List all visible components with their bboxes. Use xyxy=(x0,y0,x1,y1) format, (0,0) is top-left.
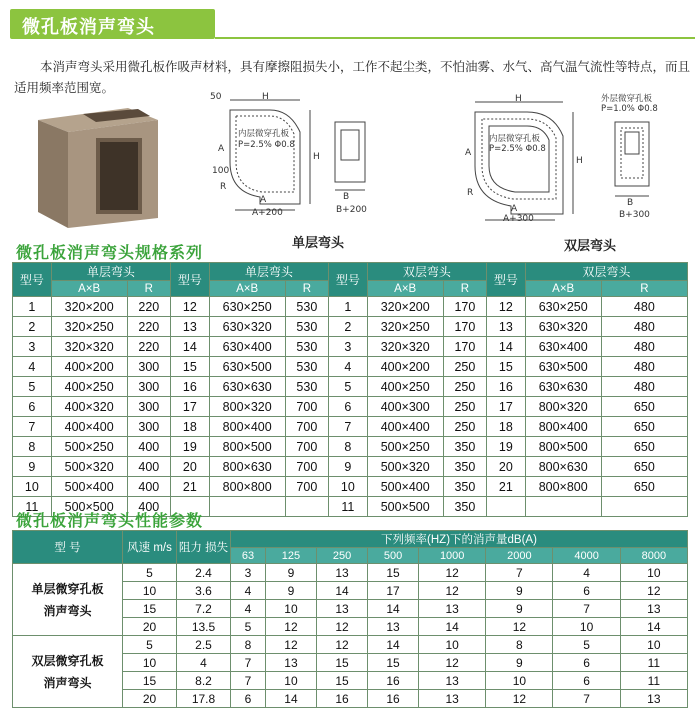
spec-cell: 1 xyxy=(329,297,368,317)
spec-cell: 6 xyxy=(329,397,368,417)
perf-cell: 15 xyxy=(316,672,367,690)
spec-cell: 320×200 xyxy=(367,297,443,317)
dim-50: 50 xyxy=(210,92,222,102)
perf-cell: 12 xyxy=(620,582,687,600)
perf-cell: 15 xyxy=(316,654,367,672)
perf-cell: 16 xyxy=(368,672,419,690)
perf-cell: 14 xyxy=(316,582,367,600)
spec-cell: 400×250 xyxy=(367,377,443,397)
perf-cell: 2.4 xyxy=(177,564,231,582)
spec-cell: 9 xyxy=(329,457,368,477)
spec-cell: 650 xyxy=(601,477,687,497)
spec-cell: 7 xyxy=(329,417,368,437)
spec-section-title: 微孔板消声弯头规格系列 xyxy=(16,243,204,262)
perf-cell: 4 xyxy=(231,582,266,600)
dim-b-single: B xyxy=(343,192,350,202)
spec-cell: 4 xyxy=(329,357,368,377)
spec-cell: 400×320 xyxy=(51,397,127,417)
perf-cell: 7 xyxy=(553,690,620,708)
spec-cell: 6 xyxy=(13,397,52,417)
perf-table xyxy=(12,530,688,708)
perf-cell: 12 xyxy=(419,564,486,582)
group-name-line1: 双层微穿孔板 xyxy=(31,653,104,668)
perf-cell: 6 xyxy=(553,582,620,600)
spec-cell: 800×630 xyxy=(525,457,601,477)
spec-cell: 18 xyxy=(171,417,210,437)
dim-h-top: H xyxy=(262,92,269,102)
spec-cell: 700 xyxy=(285,397,328,417)
spec-cell: 630×320 xyxy=(525,317,601,337)
double-elbow-diagram xyxy=(455,92,685,222)
spec-cell: 5 xyxy=(13,377,52,397)
spec-cell: 4 xyxy=(13,357,52,377)
spec-cell: 400×400 xyxy=(51,417,127,437)
freq-header: 8000 xyxy=(620,548,687,564)
spec-cell: 350 xyxy=(443,457,486,477)
perf-cell: 12 xyxy=(316,618,367,636)
spec-cell: 480 xyxy=(601,297,687,317)
group-name-line1: 单层微穿孔板 xyxy=(31,581,104,596)
spec-cell: 700 xyxy=(285,477,328,497)
spec-cell: 170 xyxy=(443,337,486,357)
perf-cell: 12 xyxy=(486,690,553,708)
col-r: R xyxy=(443,281,486,297)
perf-cell: 16 xyxy=(316,690,367,708)
spec-cell: 400×250 xyxy=(51,377,127,397)
col-axb: A×B xyxy=(209,281,285,297)
freq-header: 500 xyxy=(368,548,419,564)
spec-cell: 800×320 xyxy=(209,397,285,417)
spec-cell: 630×400 xyxy=(209,337,285,357)
spec-cell: 800×400 xyxy=(209,417,285,437)
col-model: 型号 xyxy=(329,263,368,297)
spec-cell: 220 xyxy=(127,337,170,357)
spec-cell: 480 xyxy=(601,317,687,337)
spec-cell: 20 xyxy=(487,457,526,477)
col-single: 单层弯头 xyxy=(209,263,328,281)
perf-cell: 10 xyxy=(265,600,316,618)
intro-text: 本消声弯头采用微孔板作吸声材料，具有摩擦阻损失小，工作不起尘类，不怕油雾、水气、高气温气流性等特点，而且适用频率范围宽。 xyxy=(14,59,691,95)
spec-cell: 11 xyxy=(13,497,52,517)
spec-cell xyxy=(487,497,526,517)
spec-cell: 300 xyxy=(127,357,170,377)
col-freq-header: 下列频率(HZ)下的消声量dB(A) xyxy=(231,531,688,548)
spec-cell: 530 xyxy=(285,297,328,317)
perf-cell: 14 xyxy=(265,690,316,708)
spec-cell: 800×500 xyxy=(525,437,601,457)
spec-cell: 12 xyxy=(171,297,210,317)
spec-cell: 5 xyxy=(329,377,368,397)
table-row xyxy=(13,337,688,357)
spec-cell: 9 xyxy=(13,457,52,477)
perf-cell: 6 xyxy=(231,690,266,708)
spec-cell: 500×500 xyxy=(51,497,127,517)
spec-cell: 630×250 xyxy=(525,297,601,317)
spec-cell: 15 xyxy=(487,357,526,377)
spec-cell: 650 xyxy=(601,457,687,477)
perf-cell: 10 xyxy=(620,636,687,654)
spec-cell: 300 xyxy=(127,417,170,437)
spec-cell: 500×320 xyxy=(51,457,127,477)
perf-cell: 7 xyxy=(486,564,553,582)
dim-b-double: B xyxy=(627,198,634,208)
spec-cell: 14 xyxy=(487,337,526,357)
perf-cell: 9 xyxy=(265,564,316,582)
spec-cell: 170 xyxy=(443,297,486,317)
spec-cell: 500×320 xyxy=(367,457,443,477)
perf-cell: 20 xyxy=(123,618,177,636)
dim-r-double: R xyxy=(467,188,474,198)
perf-cell: 9 xyxy=(486,654,553,672)
table-row xyxy=(13,417,688,437)
perf-cell: 15 xyxy=(368,564,419,582)
perf-cell: 10 xyxy=(123,582,177,600)
perf-cell: 13 xyxy=(265,654,316,672)
perf-cell: 12 xyxy=(265,618,316,636)
table-row xyxy=(13,477,688,497)
spec-cell: 530 xyxy=(285,377,328,397)
double-outer-param: P=1.0% Φ0.8 xyxy=(601,104,658,114)
perf-cell: 13 xyxy=(620,690,687,708)
col-r: R xyxy=(285,281,328,297)
group-name-line2: 消声弯头 xyxy=(43,675,92,690)
perf-cell: 17.8 xyxy=(177,690,231,708)
spec-cell: 220 xyxy=(127,317,170,337)
single-plate-label: 内层微穿孔板 xyxy=(238,129,290,139)
col-speed: 风速 m/s xyxy=(123,531,177,564)
spec-cell: 250 xyxy=(443,357,486,377)
spec-cell: 350 xyxy=(443,437,486,457)
freq-header: 63 xyxy=(231,548,266,564)
group-name-line2: 消声弯头 xyxy=(43,603,92,618)
perf-cell: 6 xyxy=(553,672,620,690)
spec-cell xyxy=(285,497,328,517)
spec-cell: 250 xyxy=(443,417,486,437)
table-row xyxy=(13,457,688,477)
spec-cell: 2 xyxy=(13,317,52,337)
spec-cell: 1 xyxy=(13,297,52,317)
perf-cell: 5 xyxy=(231,618,266,636)
spec-cell: 530 xyxy=(285,337,328,357)
group-name xyxy=(13,564,123,636)
perf-cell: 8 xyxy=(486,636,553,654)
perf-cell: 2.5 xyxy=(177,636,231,654)
spec-cell: 630×320 xyxy=(209,317,285,337)
spec-cell: 350 xyxy=(443,497,486,517)
caption-double: 双层弯头 xyxy=(564,239,617,254)
spec-cell: 170 xyxy=(443,317,486,337)
perf-cell: 7 xyxy=(231,654,266,672)
perf-cell: 13 xyxy=(419,690,486,708)
col-r: R xyxy=(127,281,170,297)
table-row xyxy=(13,636,688,654)
perf-cell: 13 xyxy=(620,600,687,618)
spec-cell: 400 xyxy=(127,497,170,517)
table-row xyxy=(13,317,688,337)
spec-cell: 500×400 xyxy=(51,477,127,497)
perf-cell: 13 xyxy=(316,600,367,618)
spec-cell: 320×320 xyxy=(51,337,127,357)
spec-cell: 7 xyxy=(13,417,52,437)
spec-cell: 220 xyxy=(127,297,170,317)
perf-cell: 4 xyxy=(177,654,231,672)
group-name xyxy=(13,636,123,708)
perf-cell: 13 xyxy=(316,564,367,582)
perf-cell: 3 xyxy=(231,564,266,582)
perf-cell: 9 xyxy=(265,582,316,600)
col-axb: A×B xyxy=(525,281,601,297)
perf-cell: 14 xyxy=(368,636,419,654)
perf-cell: 10 xyxy=(123,654,177,672)
single-elbow-diagram xyxy=(190,92,370,217)
spec-cell: 17 xyxy=(171,397,210,417)
double-inner-label: 内层微穿孔板 xyxy=(489,134,541,144)
spec-cell: 250 xyxy=(443,397,486,417)
perf-cell: 6 xyxy=(553,654,620,672)
spec-cell: 320×200 xyxy=(51,297,127,317)
perf-cell: 11 xyxy=(620,654,687,672)
spec-cell: 800×800 xyxy=(209,477,285,497)
spec-cell: 8 xyxy=(13,437,52,457)
spec-cell xyxy=(209,497,285,517)
perf-cell: 13 xyxy=(419,672,486,690)
table-row xyxy=(13,397,688,417)
page-title-bar xyxy=(10,9,215,39)
perf-cell: 5 xyxy=(123,564,177,582)
spec-cell: 400×300 xyxy=(367,397,443,417)
spec-cell xyxy=(601,497,687,517)
col-model: 型号 xyxy=(13,263,52,297)
perf-cell: 12 xyxy=(316,636,367,654)
dim-h-side-double: H xyxy=(576,156,583,166)
caption-single: 单层弯头 xyxy=(292,236,345,251)
perf-cell: 14 xyxy=(368,600,419,618)
dim-a-bottom: A xyxy=(260,195,267,205)
freq-header: 250 xyxy=(316,548,367,564)
perf-cell: 13 xyxy=(419,600,486,618)
freq-header: 125 xyxy=(265,548,316,564)
perf-cell: 12 xyxy=(419,582,486,600)
perf-cell: 10 xyxy=(486,672,553,690)
spec-cell: 14 xyxy=(171,337,210,357)
perf-cell: 5 xyxy=(123,636,177,654)
dim-h-side: H xyxy=(313,152,320,162)
spec-cell: 20 xyxy=(171,457,210,477)
spec-cell: 21 xyxy=(171,477,210,497)
spec-cell: 800×630 xyxy=(209,457,285,477)
perf-section-title: 微孔板消声弯头性能参数 xyxy=(16,511,204,530)
perf-cell: 9 xyxy=(486,600,553,618)
spec-cell: 15 xyxy=(171,357,210,377)
spec-cell: 13 xyxy=(487,317,526,337)
spec-cell: 630×400 xyxy=(525,337,601,357)
spec-cell: 320×320 xyxy=(367,337,443,357)
spec-cell: 500×500 xyxy=(367,497,443,517)
double-inner-param: P=2.5% Φ0.8 xyxy=(489,144,546,154)
dim-100: 100 xyxy=(212,166,230,176)
spec-cell: 16 xyxy=(487,377,526,397)
perf-cell: 15 xyxy=(368,654,419,672)
spec-cell: 11 xyxy=(329,497,368,517)
perf-cell: 10 xyxy=(620,564,687,582)
perf-cell: 16 xyxy=(368,690,419,708)
freq-header: 2000 xyxy=(486,548,553,564)
spec-cell: 19 xyxy=(171,437,210,457)
dim-b200: B+200 xyxy=(336,205,367,215)
perf-cell: 11 xyxy=(620,672,687,690)
perf-cell: 7 xyxy=(553,600,620,618)
spec-cell: 3 xyxy=(329,337,368,357)
perf-cell: 9 xyxy=(486,582,553,600)
spec-cell: 400×200 xyxy=(51,357,127,377)
perf-cell: 7.2 xyxy=(177,600,231,618)
perf-cell: 20 xyxy=(123,690,177,708)
spec-cell: 400 xyxy=(127,477,170,497)
perf-cell: 10 xyxy=(419,636,486,654)
dim-a300: A+300 xyxy=(503,214,534,224)
spec-cell: 320×250 xyxy=(367,317,443,337)
perf-cell: 7 xyxy=(231,672,266,690)
spec-cell: 700 xyxy=(285,437,328,457)
col-axb: A×B xyxy=(367,281,443,297)
perf-cell: 5 xyxy=(553,636,620,654)
table-row xyxy=(13,357,688,377)
spec-cell: 19 xyxy=(487,437,526,457)
spec-cell: 400×200 xyxy=(367,357,443,377)
perf-cell: 14 xyxy=(419,618,486,636)
spec-cell: 300 xyxy=(127,397,170,417)
spec-cell: 350 xyxy=(443,477,486,497)
spec-cell: 530 xyxy=(285,357,328,377)
perf-cell: 8.2 xyxy=(177,672,231,690)
spec-cell: 8 xyxy=(329,437,368,457)
dim-a-side: A xyxy=(218,144,225,154)
spec-cell: 650 xyxy=(601,437,687,457)
spec-cell: 500×250 xyxy=(51,437,127,457)
spec-cell: 10 xyxy=(329,477,368,497)
spec-cell: 3 xyxy=(13,337,52,357)
perf-cell: 4 xyxy=(553,564,620,582)
double-outer-label: 外层微穿孔板 xyxy=(601,94,653,104)
freq-header: 1000 xyxy=(419,548,486,564)
spec-cell: 500×250 xyxy=(367,437,443,457)
table-row xyxy=(13,377,688,397)
spec-cell: 700 xyxy=(285,457,328,477)
dim-r: R xyxy=(220,182,227,192)
perf-cell: 14 xyxy=(620,618,687,636)
spec-cell: 480 xyxy=(601,337,687,357)
spec-cell: 300 xyxy=(127,377,170,397)
spec-cell: 800×800 xyxy=(525,477,601,497)
spec-cell: 800×320 xyxy=(525,397,601,417)
dim-a-bottom-double: A xyxy=(511,204,518,214)
spec-cell: 21 xyxy=(487,477,526,497)
perf-cell: 12 xyxy=(419,654,486,672)
dim-h-top-double: H xyxy=(515,94,522,104)
spec-cell: 630×250 xyxy=(209,297,285,317)
perf-cell: 15 xyxy=(123,672,177,690)
spec-cell: 2 xyxy=(329,317,368,337)
spec-cell: 400 xyxy=(127,437,170,457)
col-model: 型号 xyxy=(487,263,526,297)
perf-cell: 3.6 xyxy=(177,582,231,600)
perf-cell: 10 xyxy=(553,618,620,636)
freq-header: 4000 xyxy=(553,548,620,564)
spec-cell: 630×500 xyxy=(209,357,285,377)
spec-cell: 400×400 xyxy=(367,417,443,437)
perf-cell: 10 xyxy=(265,672,316,690)
spec-cell: 16 xyxy=(171,377,210,397)
perf-cell: 12 xyxy=(486,618,553,636)
spec-cell: 18 xyxy=(487,417,526,437)
col-loss: 阻力 损失 xyxy=(177,531,231,564)
table-row xyxy=(13,437,688,457)
single-plate-param: P=2.5% Φ0.8 xyxy=(238,140,295,150)
dim-a-side-double: A xyxy=(465,148,472,158)
spec-cell: 400 xyxy=(127,457,170,477)
spec-cell: 650 xyxy=(601,417,687,437)
perf-cell: 13.5 xyxy=(177,618,231,636)
col-single: 单层弯头 xyxy=(51,263,170,281)
spec-cell: 630×500 xyxy=(525,357,601,377)
page-title: 微孔板消声弯头 xyxy=(22,17,155,38)
spec-cell: 10 xyxy=(13,477,52,497)
spec-cell: 480 xyxy=(601,357,687,377)
perf-cell: 4 xyxy=(231,600,266,618)
perf-cell: 12 xyxy=(265,636,316,654)
spec-cell: 650 xyxy=(601,397,687,417)
spec-cell: 630×630 xyxy=(525,377,601,397)
spec-cell: 630×630 xyxy=(209,377,285,397)
perf-cell: 17 xyxy=(368,582,419,600)
perf-cell: 13 xyxy=(368,618,419,636)
spec-table xyxy=(12,262,688,517)
col-axb: A×B xyxy=(51,281,127,297)
col-model: 型号 xyxy=(171,263,210,297)
dim-b300: B+300 xyxy=(619,210,650,220)
spec-cell: 700 xyxy=(285,417,328,437)
spec-cell: 800×400 xyxy=(525,417,601,437)
spec-cell xyxy=(525,497,601,517)
col-r: R xyxy=(601,281,687,297)
perf-cell: 15 xyxy=(123,600,177,618)
table-row xyxy=(13,564,688,582)
title-underline xyxy=(215,37,695,39)
perf-cell: 8 xyxy=(231,636,266,654)
spec-cell: 320×250 xyxy=(51,317,127,337)
spec-cell: 800×500 xyxy=(209,437,285,457)
col-perf-model: 型 号 xyxy=(13,531,123,564)
spec-cell: 12 xyxy=(487,297,526,317)
spec-cell: 480 xyxy=(601,377,687,397)
dim-a200: A+200 xyxy=(252,208,283,218)
spec-cell: 530 xyxy=(285,317,328,337)
col-double: 双层弯头 xyxy=(367,263,486,281)
spec-cell: 250 xyxy=(443,377,486,397)
spec-cell: 500×400 xyxy=(367,477,443,497)
spec-cell: 17 xyxy=(487,397,526,417)
product-photo xyxy=(28,100,168,230)
spec-cell: 13 xyxy=(171,317,210,337)
table-row xyxy=(13,297,688,317)
col-double: 双层弯头 xyxy=(525,263,687,281)
